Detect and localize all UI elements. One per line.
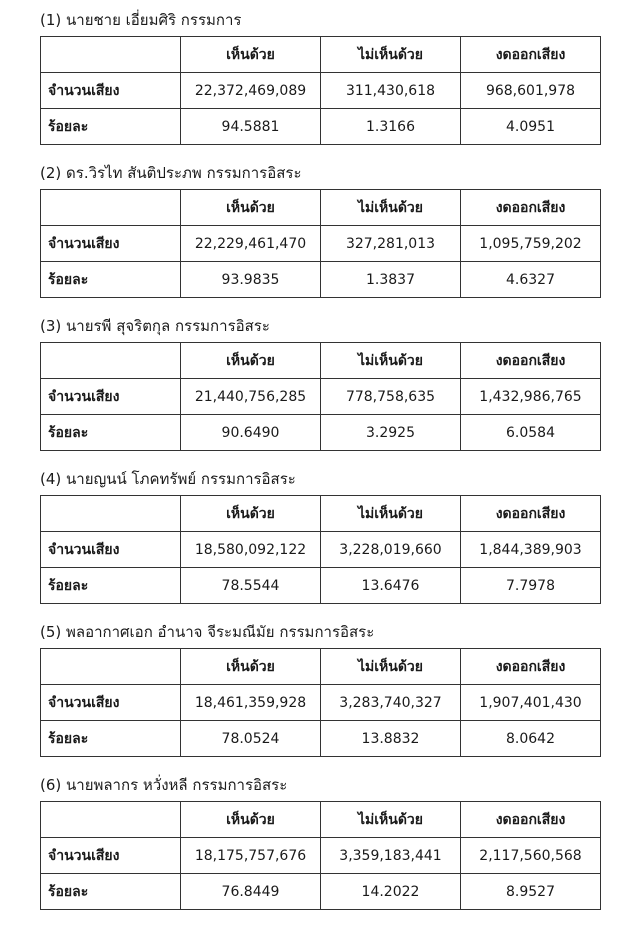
table-header-row bbox=[41, 343, 601, 379]
vote-table bbox=[40, 342, 601, 451]
votes-approve: 18,175,757,676 bbox=[181, 838, 321, 874]
table-header-row bbox=[41, 37, 601, 73]
row-label-votes: จำนวนเสียง bbox=[41, 226, 181, 262]
section-heading: (1) นายชาย เอี่ยมศิริ กรรมการ bbox=[40, 11, 242, 29]
percent-disapprove: 14.2022 bbox=[321, 874, 461, 910]
votes-disapprove: 3,359,183,441 bbox=[321, 838, 461, 874]
percent-abstain: 4.0951 bbox=[461, 109, 601, 145]
table-row-votes bbox=[41, 532, 601, 568]
percent-abstain: 7.7978 bbox=[461, 568, 601, 604]
percent-abstain: 8.0642 bbox=[461, 721, 601, 757]
votes-disapprove: 3,283,740,327 bbox=[321, 685, 461, 721]
table-row-percent bbox=[41, 109, 601, 145]
header-blank bbox=[41, 37, 181, 73]
table-header-row bbox=[41, 190, 601, 226]
header-approve: เห็นด้วย bbox=[181, 190, 321, 226]
votes-abstain: 1,432,986,765 bbox=[461, 379, 601, 415]
table-row-votes bbox=[41, 838, 601, 874]
table-row-votes bbox=[41, 379, 601, 415]
percent-approve: 76.8449 bbox=[181, 874, 321, 910]
percent-abstain: 4.6327 bbox=[461, 262, 601, 298]
header-disapprove: ไม่เห็นด้วย bbox=[321, 37, 461, 73]
table-header-row bbox=[41, 649, 601, 685]
header-approve: เห็นด้วย bbox=[181, 802, 321, 838]
section-heading: (2) ดร.วิรไท สันติประภพ กรรมการอิสระ bbox=[40, 164, 302, 182]
votes-abstain: 1,907,401,430 bbox=[461, 685, 601, 721]
row-label-percent: ร้อยละ bbox=[41, 568, 181, 604]
header-abstain: งดออกเสียง bbox=[461, 343, 601, 379]
row-label-percent: ร้อยละ bbox=[41, 415, 181, 451]
row-label-percent: ร้อยละ bbox=[41, 874, 181, 910]
table-header-row bbox=[41, 802, 601, 838]
header-disapprove: ไม่เห็นด้วย bbox=[321, 649, 461, 685]
header-approve: เห็นด้วย bbox=[181, 343, 321, 379]
percent-abstain: 8.9527 bbox=[461, 874, 601, 910]
header-abstain: งดออกเสียง bbox=[461, 496, 601, 532]
votes-abstain: 2,117,560,568 bbox=[461, 838, 601, 874]
header-approve: เห็นด้วย bbox=[181, 37, 321, 73]
percent-disapprove: 1.3166 bbox=[321, 109, 461, 145]
percent-disapprove: 13.8832 bbox=[321, 721, 461, 757]
row-label-votes: จำนวนเสียง bbox=[41, 532, 181, 568]
percent-approve: 78.5544 bbox=[181, 568, 321, 604]
section-heading: (6) นายพลากร หวั่งหลี กรรมการอิสระ bbox=[40, 776, 288, 794]
votes-abstain: 1,095,759,202 bbox=[461, 226, 601, 262]
votes-abstain: 1,844,389,903 bbox=[461, 532, 601, 568]
header-blank bbox=[41, 496, 181, 532]
percent-approve: 78.0524 bbox=[181, 721, 321, 757]
table-row-votes bbox=[41, 226, 601, 262]
header-disapprove: ไม่เห็นด้วย bbox=[321, 190, 461, 226]
row-label-percent: ร้อยละ bbox=[41, 109, 181, 145]
table-row-percent bbox=[41, 415, 601, 451]
vote-table bbox=[40, 801, 601, 910]
votes-approve: 22,229,461,470 bbox=[181, 226, 321, 262]
votes-approve: 22,372,469,089 bbox=[181, 73, 321, 109]
vote-table bbox=[40, 189, 601, 298]
percent-approve: 93.9835 bbox=[181, 262, 321, 298]
table-header-row bbox=[41, 496, 601, 532]
percent-disapprove: 1.3837 bbox=[321, 262, 461, 298]
header-disapprove: ไม่เห็นด้วย bbox=[321, 802, 461, 838]
header-blank bbox=[41, 343, 181, 379]
votes-disapprove: 311,430,618 bbox=[321, 73, 461, 109]
votes-disapprove: 327,281,013 bbox=[321, 226, 461, 262]
percent-approve: 90.6490 bbox=[181, 415, 321, 451]
row-label-votes: จำนวนเสียง bbox=[41, 838, 181, 874]
votes-abstain: 968,601,978 bbox=[461, 73, 601, 109]
header-disapprove: ไม่เห็นด้วย bbox=[321, 343, 461, 379]
row-label-votes: จำนวนเสียง bbox=[41, 379, 181, 415]
percent-disapprove: 3.2925 bbox=[321, 415, 461, 451]
header-blank bbox=[41, 649, 181, 685]
vote-table bbox=[40, 36, 601, 145]
table-row-percent bbox=[41, 262, 601, 298]
votes-approve: 18,461,359,928 bbox=[181, 685, 321, 721]
percent-disapprove: 13.6476 bbox=[321, 568, 461, 604]
header-blank bbox=[41, 190, 181, 226]
vote-table bbox=[40, 495, 601, 604]
section-heading: (3) นายรพี สุจริตกุล กรรมการอิสระ bbox=[40, 317, 270, 335]
votes-approve: 18,580,092,122 bbox=[181, 532, 321, 568]
row-label-votes: จำนวนเสียง bbox=[41, 685, 181, 721]
row-label-percent: ร้อยละ bbox=[41, 262, 181, 298]
section-heading: (4) นายญนน์ โภคทรัพย์ กรรมการอิสระ bbox=[40, 470, 296, 488]
section-heading: (5) พลอากาศเอก อำนาจ จีระมณีมัย กรรมการอิสระ bbox=[40, 623, 375, 641]
percent-approve: 94.5881 bbox=[181, 109, 321, 145]
header-disapprove: ไม่เห็นด้วย bbox=[321, 496, 461, 532]
percent-abstain: 6.0584 bbox=[461, 415, 601, 451]
header-abstain: งดออกเสียง bbox=[461, 649, 601, 685]
vote-table bbox=[40, 648, 601, 757]
row-label-votes: จำนวนเสียง bbox=[41, 73, 181, 109]
header-blank bbox=[41, 802, 181, 838]
votes-disapprove: 3,228,019,660 bbox=[321, 532, 461, 568]
table-row-percent bbox=[41, 721, 601, 757]
header-approve: เห็นด้วย bbox=[181, 649, 321, 685]
header-approve: เห็นด้วย bbox=[181, 496, 321, 532]
table-row-votes bbox=[41, 685, 601, 721]
votes-approve: 21,440,756,285 bbox=[181, 379, 321, 415]
table-row-percent bbox=[41, 568, 601, 604]
votes-disapprove: 778,758,635 bbox=[321, 379, 461, 415]
table-row-votes bbox=[41, 73, 601, 109]
header-abstain: งดออกเสียง bbox=[461, 190, 601, 226]
header-abstain: งดออกเสียง bbox=[461, 802, 601, 838]
row-label-percent: ร้อยละ bbox=[41, 721, 181, 757]
table-row-percent bbox=[41, 874, 601, 910]
header-abstain: งดออกเสียง bbox=[461, 37, 601, 73]
